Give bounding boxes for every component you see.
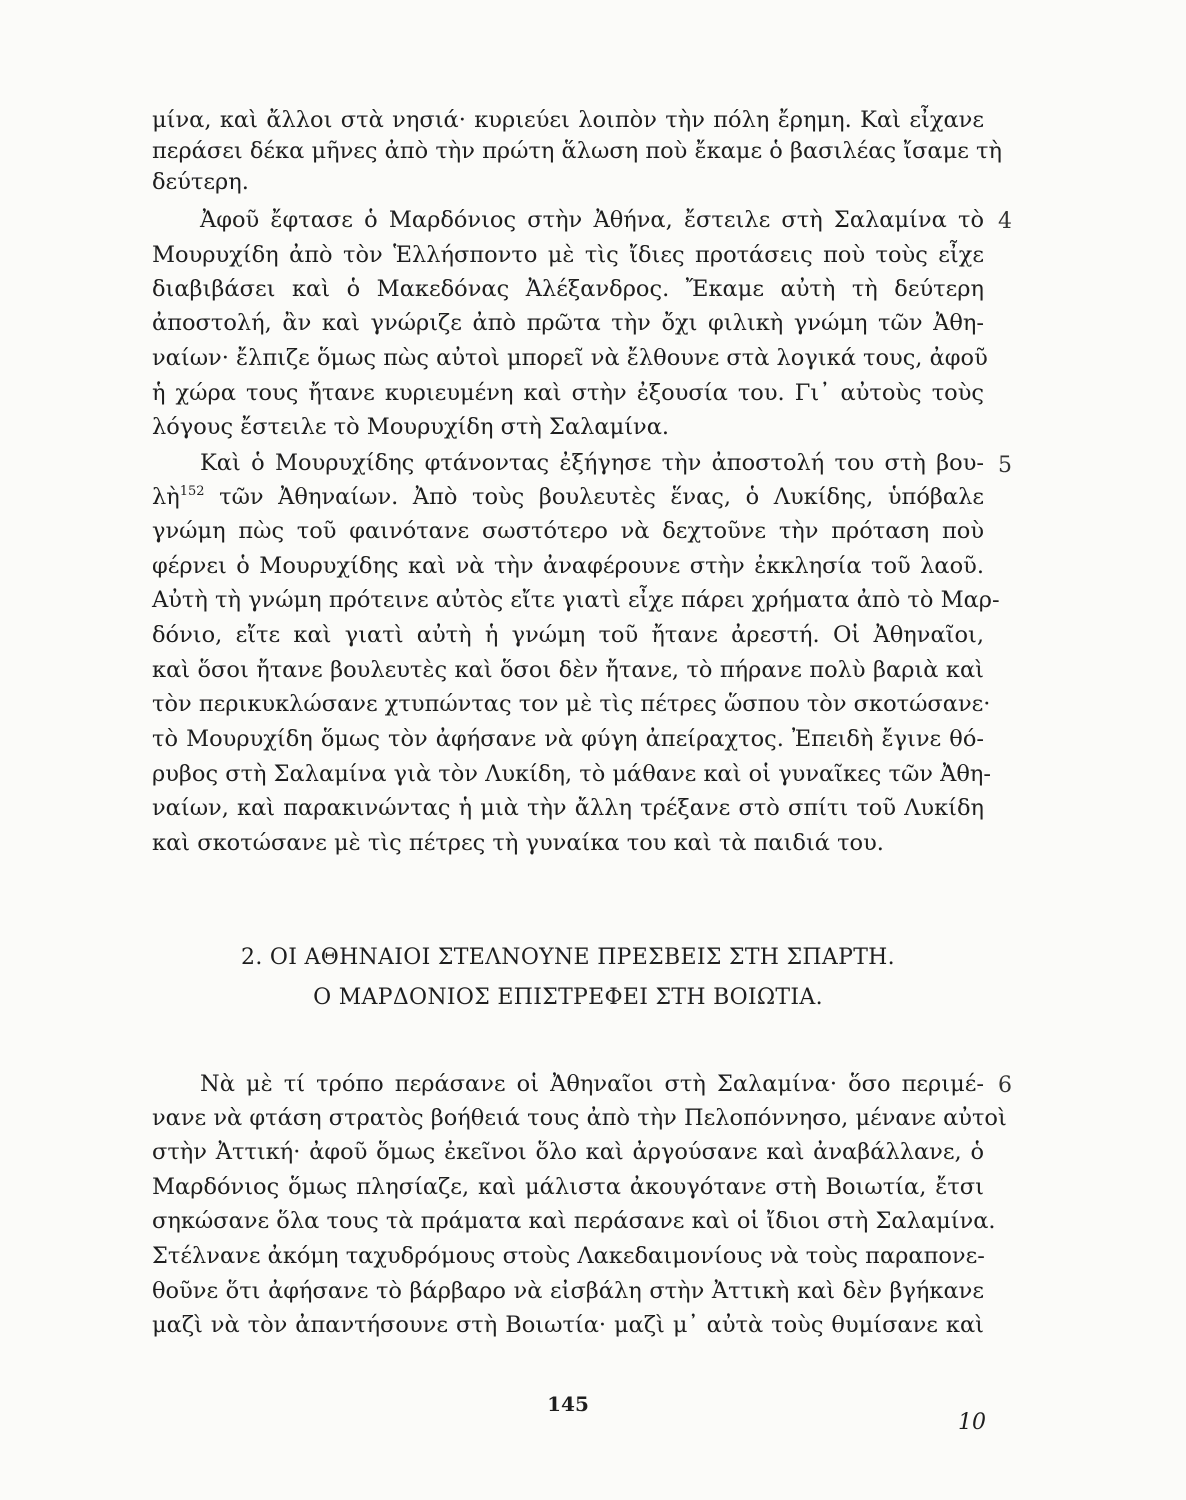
- text-line: λόγους ἔστειλε τὸ Μουρυχίδη στὴ Σαλαμίνα.: [152, 414, 670, 440]
- footnote-ref: 152: [179, 484, 205, 499]
- text-line: ναίων· ἔλπιζε ὅμως πὼς αὐτοὶ μπορεῖ νὰ ἔλθουνε στὰ λογικά τους, ἀφοῦ: [152, 345, 988, 371]
- text-line: μίνα, καὶ ἄλλοι στὰ νησιά· κυριεύει λοιπὸν τὴν πόλη ἔρημη. Καὶ εἶχανε: [152, 107, 984, 133]
- text-line: στὴν Ἀττική· ἀφοῦ ὅμως ἐκεῖνοι ὅλο καὶ ἀργούσανε καὶ ἀναβάλλανε, ὁ: [152, 1139, 984, 1165]
- text-line: Μαρδόνιος ὅμως πλησίαζε, καὶ μάλιστα ἀκουγότανε στὴ Βοιωτία, ἔτσι: [152, 1174, 984, 1200]
- text-line: νανε νὰ φτάση στρατὸς βοήθειά τους ἀπὸ τὴν Πελοπόννησο, μένανε αὐτοὶ: [152, 1105, 1007, 1131]
- text-line: Ἀφοῦ ἔφτασε ὁ Μαρδόνιος στὴν Ἀθήνα, ἔστειλε στὴ Σαλαμίνα τὸ: [200, 207, 984, 233]
- text-line: Μουρυχίδη ἀπὸ τὸν Ἑλλήσποντο μὲ τὶς ἴδιες προτάσεις ποὺ τοὺς εἶχε: [152, 242, 984, 268]
- text-line: δεύτερη.: [152, 169, 249, 195]
- line-rest: τῶν Ἀθηναίων. Ἀπὸ τοὺς βουλευτὲς ἕνας, ὁ Λυκίδης, ὑπόβαλε: [204, 484, 984, 510]
- line-start: λὴ: [152, 484, 180, 510]
- section-number: 5: [998, 453, 1012, 478]
- gathering-signature: 10: [958, 1410, 986, 1435]
- text-line: διαβιβάσει καὶ ὁ Μακεδόνας Ἀλέξανδρος. Ἔκαμε αὐτὴ τὴ δεύτερη: [152, 276, 984, 302]
- page-number: 145: [547, 1392, 589, 1416]
- text-line: τὸ Μουρυχίδη ὅμως τὸν ἀφήσανε νὰ φύγη ἀπείραχτος. Ἐπειδὴ ἔγινε θό-: [152, 726, 984, 752]
- text-line: μαζὶ νὰ τὸν ἀπαντήσουνε στὴ Βοιωτία· μαζὶ μ᾿ αὐτὰ τοὺς θυμίσανε καὶ: [152, 1312, 984, 1338]
- text-line-with-footnote: [152, 482, 984, 512]
- text-line: γνώμη πὼς τοῦ φαινότανε σωστότερο νὰ δεχτοῦνε τὴν πρόταση ποὺ: [152, 518, 984, 544]
- section-heading-line1: 2. ΟΙ ΑΘΗΝΑΙΟΙ ΣΤΕΛΝΟΥΝΕ ΠΡΕΣΒΕΙΣ ΣΤΗ ΣΠΑΡΤΗ.: [241, 945, 895, 970]
- text-line: περάσει δέκα μῆνες ἀπὸ τὴν πρώτη ἅλωση ποὺ ἔκαμε ὁ βασιλέας ἴσαμε τὴ: [152, 138, 1002, 164]
- text-line: Αὐτὴ τὴ γνώμη πρότεινε αὐτὸς εἴτε γιατὶ εἶχε πάρει χρήματα ἀπὸ τὸ Μαρ-: [152, 587, 1000, 613]
- text-line: καὶ ὅσοι ἤτανε βουλευτὲς καὶ ὅσοι δὲν ἤτανε, τὸ πήρανε πολὺ βαριὰ καὶ: [152, 657, 984, 683]
- text-line: σηκώσανε ὅλα τους τὰ πράματα καὶ περάσανε καὶ οἱ ἴδιοι στὴ Σαλαμίνα.: [152, 1208, 996, 1234]
- text-line: ρυβος στὴ Σαλαμίνα γιὰ τὸν Λυκίδη, τὸ μάθανε καὶ οἱ γυναῖκες τῶν Ἀθη-: [152, 761, 991, 787]
- text-line: Νὰ μὲ τί τρόπο περάσανε οἱ Ἀθηναῖοι στὴ Σαλαμίνα· ὅσο περιμέ-: [200, 1071, 984, 1097]
- text-line: καὶ σκοτώσανε μὲ τὶς πέτρες τὴ γυναίκα του καὶ τὰ παιδιά του.: [152, 830, 884, 856]
- section-heading-line2: Ο ΜΑΡΔΟΝΙΟΣ ΕΠΙΣΤΡΕΦΕΙ ΣΤΗ ΒΟΙΩΤΙΑ.: [313, 985, 823, 1010]
- text-line: ναίων, καὶ παρακινώντας ἡ μιὰ τὴν ἄλλη τρέξανε στὸ σπίτι τοῦ Λυκίδη: [152, 795, 984, 821]
- text-line: θοῦνε ὅτι ἀφήσανε τὸ βάρβαρο νὰ εἰσβάλη στὴν Ἀττικὴ καὶ δὲν βγήκανε: [152, 1278, 984, 1304]
- section-number: 6: [998, 1073, 1012, 1098]
- text-line: τὸν περικυκλώσανε χτυπώντας τον μὲ τὶς πέτρες ὥσπου τὸν σκοτώσανε·: [152, 691, 991, 717]
- text-line: Καὶ ὁ Μουρυχίδης φτάνοντας ἐξήγησε τὴν ἀποστολή του στὴ βου-: [200, 450, 984, 476]
- text-line: φέρνει ὁ Μουρυχίδης καὶ νὰ τὴν ἀναφέρουνε στὴν ἐκκλησία τοῦ λαοῦ.: [152, 553, 984, 579]
- text-line: Στέλνανε ἀκόμη ταχυδρόμους στοὺς Λακεδαιμονίους νὰ τοὺς παραπονε-: [152, 1243, 985, 1269]
- text-line: δόνιο, εἴτε καὶ γιατὶ αὐτὴ ἡ γνώμη τοῦ ἤτανε ἀρεστή. Οἱ Ἀθηναῖοι,: [152, 622, 984, 648]
- section-number: 4: [998, 209, 1012, 234]
- text-line: ἀποστολή, ἂν καὶ γνώριζε ἀπὸ πρῶτα τὴν ὄχι φιλικὴ γνώμη τῶν Ἀθη-: [152, 310, 984, 336]
- text-line: ἡ χώρα τους ἤτανε κυριευμένη καὶ στὴν ἐξουσία του. Γι᾿ αὐτοὺς τοὺς: [152, 380, 984, 406]
